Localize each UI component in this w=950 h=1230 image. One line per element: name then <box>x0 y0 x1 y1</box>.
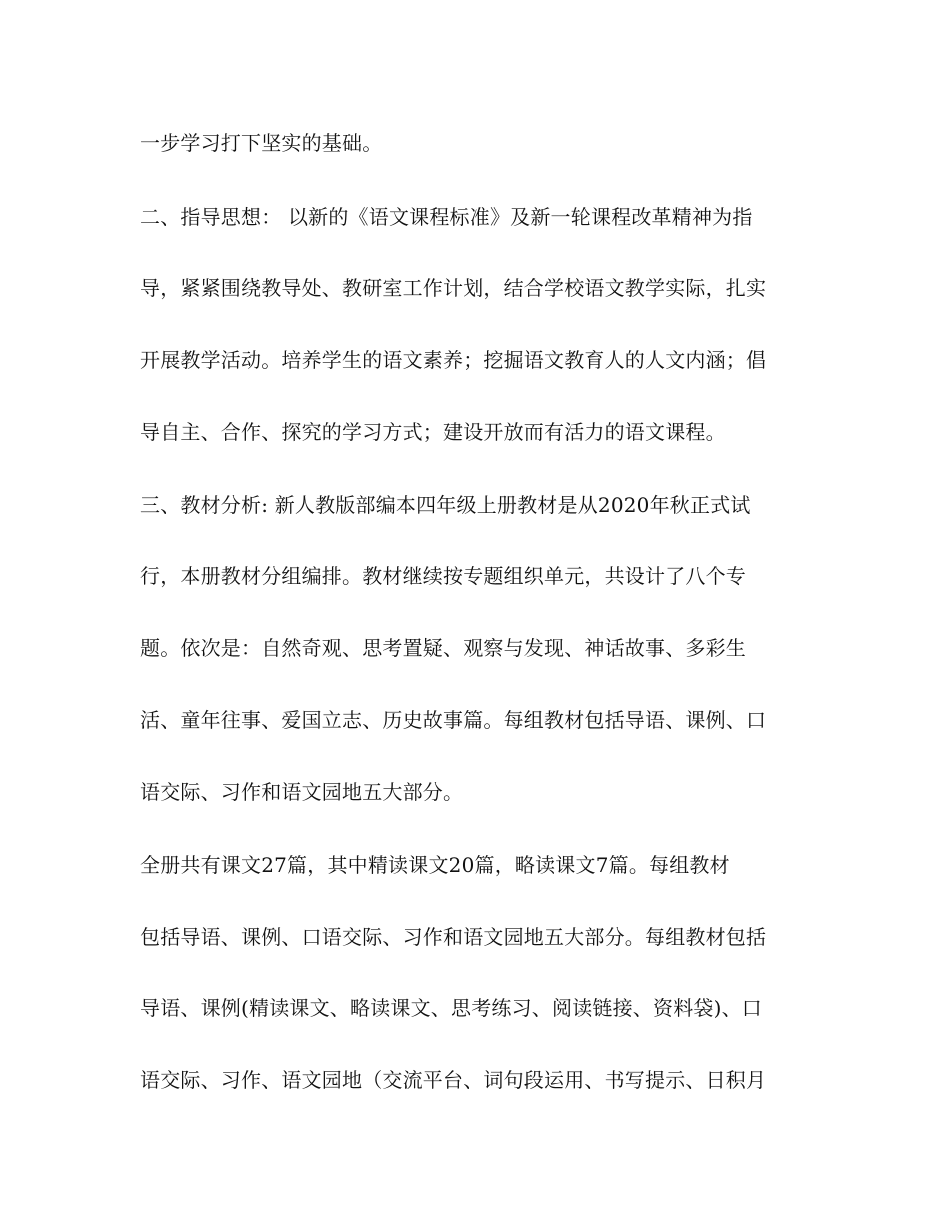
text-line: 包括导语、课例、口语交际、习作和语文园地五大部分。每组教材包括 <box>140 925 767 949</box>
text-line: 导，紧紧围绕教导处、教研室工作计划，结合学校语文教学实际，扎实 <box>140 276 767 300</box>
text-line: 行，本册教材分组编排。教材继续按专题组织单元，共设计了八个专 <box>140 564 746 588</box>
text-line: 活、童年往事、爱国立志、历史故事篇。每组教材包括导语、课例、口 <box>140 708 767 732</box>
text-line: 语交际、习作、语文园地（交流平台、词句段运用、书写提示、日积月 <box>140 1068 767 1092</box>
text-line: 二、指导思想： 以新的《语文课程标准》及新一轮课程改革精神为指 <box>140 205 753 229</box>
text-line: 一步学习打下坚实的基础。 <box>140 131 383 155</box>
text-line: 开展教学活动。培养学生的语文素养；挖掘语文教育人的人文内涵；倡 <box>140 348 767 372</box>
text-line: 全册共有课文27篇，其中精读课文20篇，略读课文7篇。每组教材 <box>140 853 730 877</box>
text-line: 三、教材分析: 新人教版部编本四年级上册教材是从2020年秋正式试 <box>140 493 751 517</box>
text-line: 导语、课例(精读课文、略读课文、思考练习、阅读链接、资料袋)、口 <box>140 996 763 1020</box>
text-line: 语交际、习作和语文园地五大部分。 <box>140 780 464 804</box>
text-line: 题。依次是：自然奇观、思考置疑、观察与发现、神话故事、多彩生 <box>140 636 746 660</box>
text-line: 导自主、合作、探究的学习方式；建设开放而有活力的语文课程。 <box>140 420 726 444</box>
